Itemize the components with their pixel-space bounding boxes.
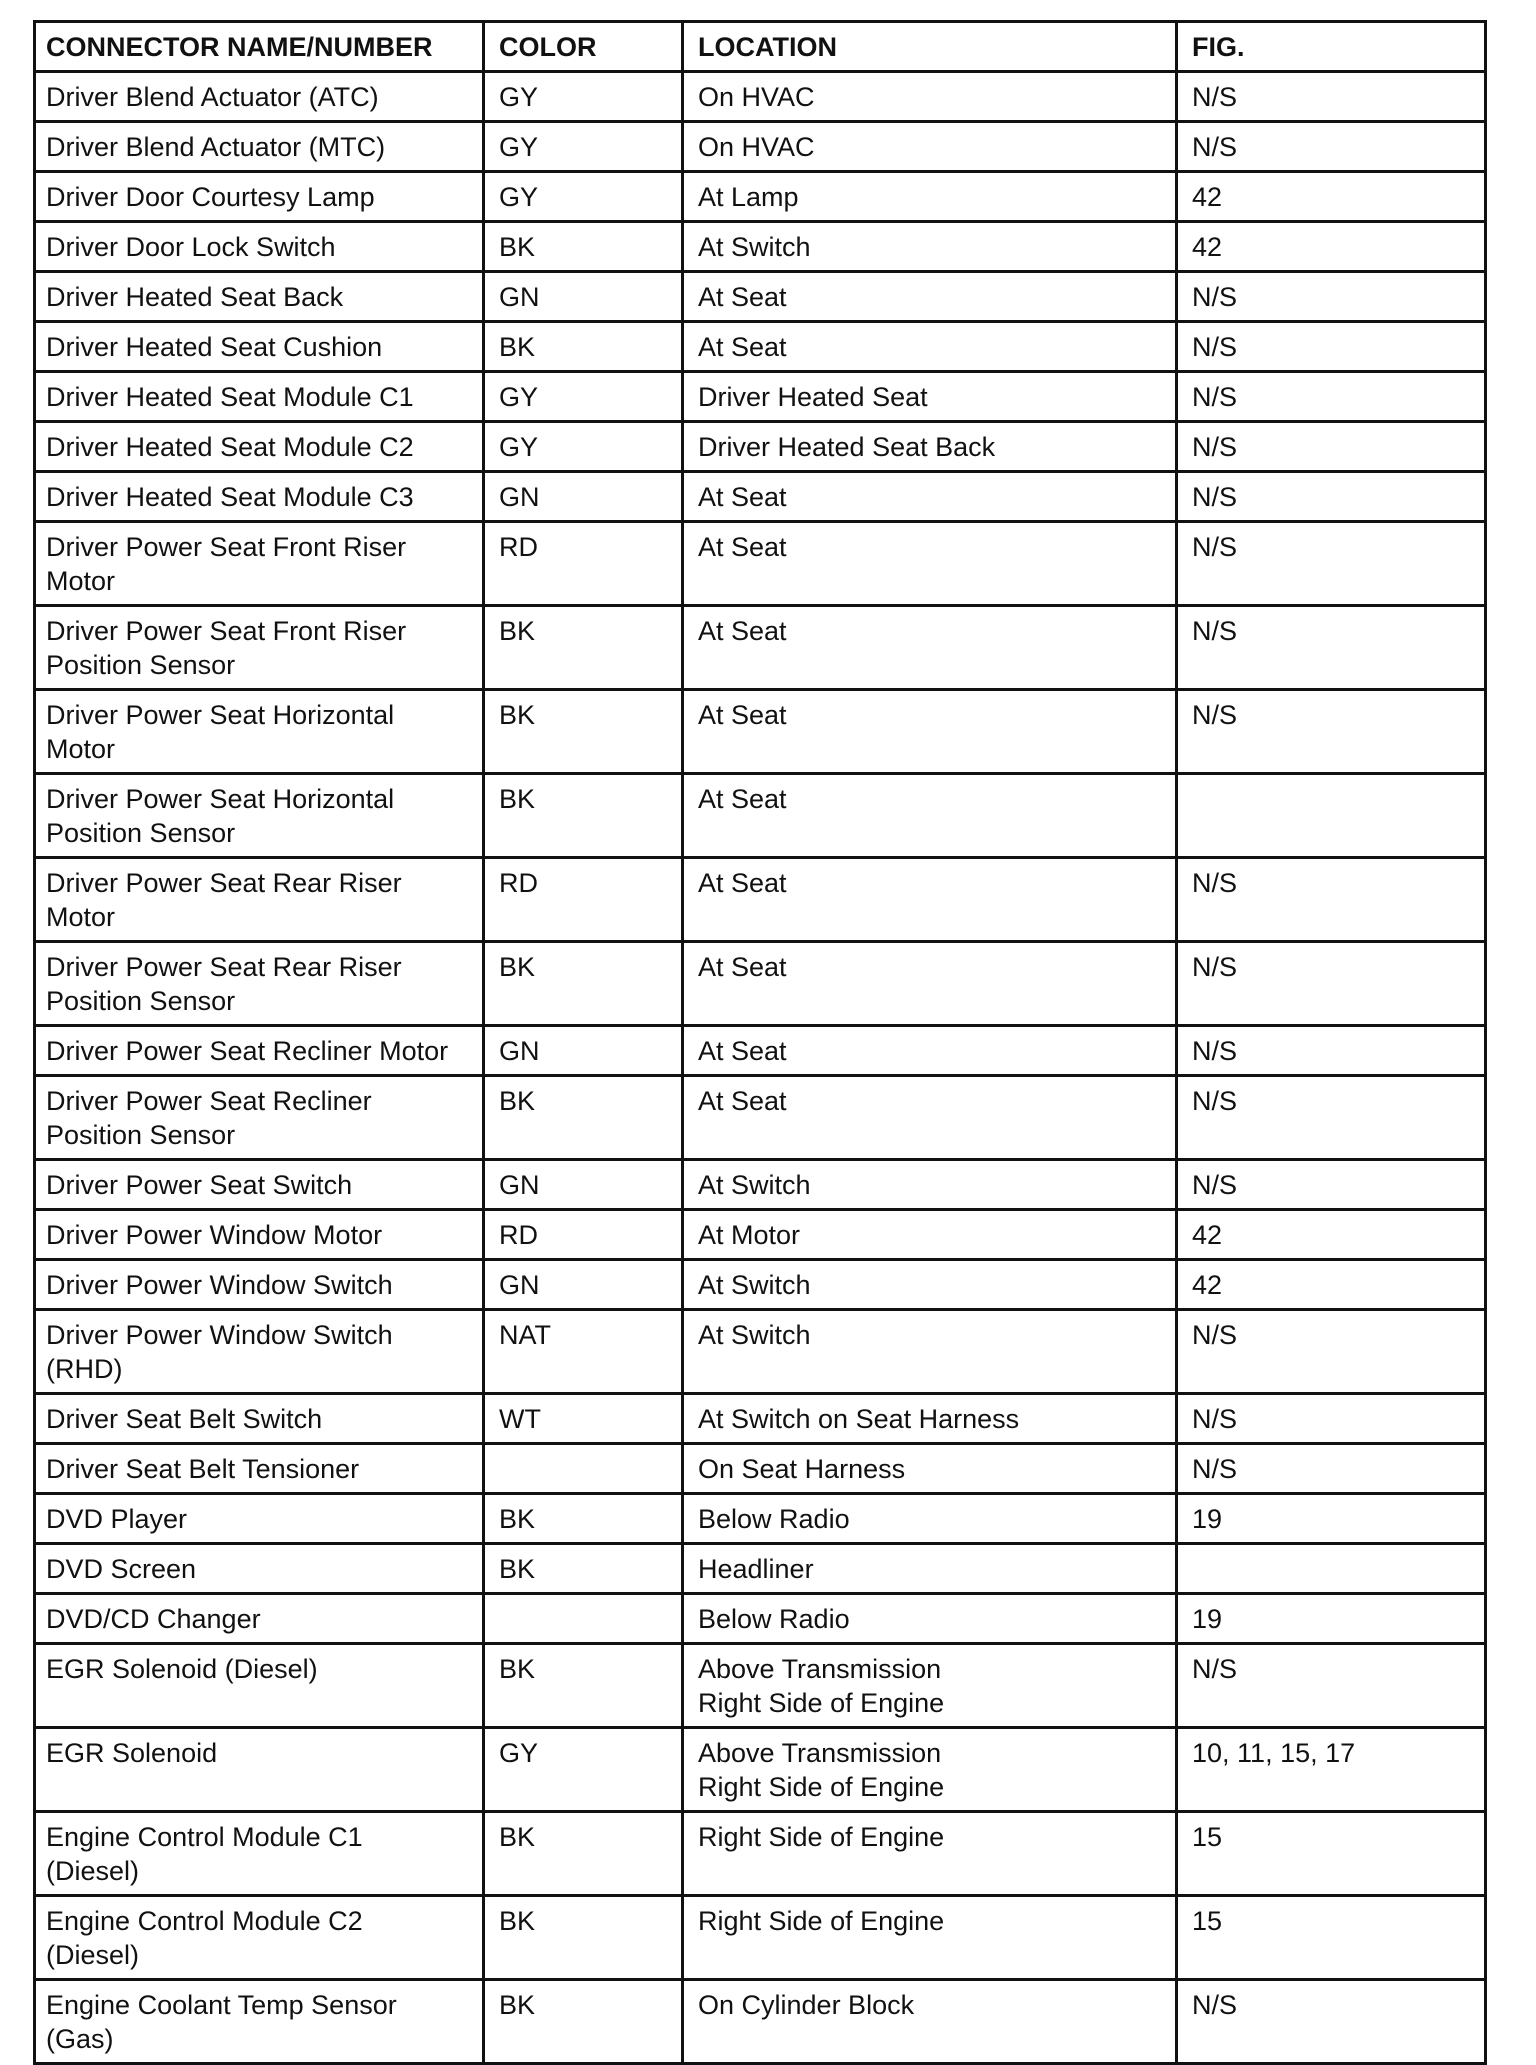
cell-fig: 19 [1177, 1494, 1486, 1544]
cell-color: BK [484, 1980, 683, 2064]
cell-connector-name: Engine Control Module C2 (Diesel) [35, 1896, 484, 1980]
cell-location: On HVAC [683, 72, 1177, 122]
cell-color: GN [484, 1026, 683, 1076]
cell-connector-name: Driver Power Seat Horizontal Position Sensor [35, 774, 484, 858]
cell-fig: N/S [1177, 322, 1486, 372]
cell-fig: N/S [1177, 1076, 1486, 1160]
cell-location: Right Side of Engine [683, 1812, 1177, 1896]
cell-fig: 15 [1177, 1812, 1486, 1896]
table-row [35, 422, 1486, 472]
cell-connector-name: Driver Power Seat Front Riser Motor [35, 522, 484, 606]
cell-color: WT [484, 1394, 683, 1444]
cell-fig: N/S [1177, 1394, 1486, 1444]
cell-connector-name: Driver Power Seat Rear Riser Motor [35, 858, 484, 942]
cell-connector-name: Driver Power Window Switch [35, 1260, 484, 1310]
cell-color: GY [484, 1728, 683, 1812]
cell-color: BK [484, 1076, 683, 1160]
table-row [35, 942, 1486, 1026]
table-row [35, 1644, 1486, 1728]
table-row [35, 1494, 1486, 1544]
table-row [35, 72, 1486, 122]
table-row [35, 1026, 1486, 1076]
cell-color: GN [484, 472, 683, 522]
table-row [35, 222, 1486, 272]
cell-location: At Motor [683, 1210, 1177, 1260]
cell-fig: 42 [1177, 1210, 1486, 1260]
cell-connector-name: Driver Heated Seat Module C2 [35, 422, 484, 472]
table-row [35, 858, 1486, 942]
cell-color: BK [484, 774, 683, 858]
cell-location: At Seat [683, 472, 1177, 522]
table-row [35, 1310, 1486, 1394]
cell-fig: N/S [1177, 122, 1486, 172]
cell-color: GY [484, 122, 683, 172]
table-row [35, 1728, 1486, 1812]
table-row [35, 372, 1486, 422]
cell-fig [1177, 1544, 1486, 1594]
cell-location: At Switch on Seat Harness [683, 1394, 1177, 1444]
cell-connector-name: Driver Heated Seat Module C1 [35, 372, 484, 422]
cell-fig: N/S [1177, 372, 1486, 422]
cell-location: At Seat [683, 774, 1177, 858]
table-row [35, 122, 1486, 172]
cell-color [484, 1444, 683, 1494]
table-row [35, 1394, 1486, 1444]
cell-location: At Seat [683, 606, 1177, 690]
cell-color: GY [484, 422, 683, 472]
cell-fig: N/S [1177, 72, 1486, 122]
cell-connector-name: Driver Heated Seat Back [35, 272, 484, 322]
table-row [35, 1210, 1486, 1260]
cell-connector-name: Driver Power Seat Switch [35, 1160, 484, 1210]
cell-location: At Seat [683, 1076, 1177, 1160]
table-row [35, 172, 1486, 222]
table-row [35, 1896, 1486, 1980]
cell-connector-name: Driver Power Seat Recliner Motor [35, 1026, 484, 1076]
table-row [35, 774, 1486, 858]
cell-color: GY [484, 72, 683, 122]
cell-color: RD [484, 522, 683, 606]
cell-color: BK [484, 606, 683, 690]
header-row [35, 22, 1486, 72]
cell-fig: N/S [1177, 1980, 1486, 2064]
table-row [35, 272, 1486, 322]
cell-location: Above Transmission Right Side of Engine [683, 1644, 1177, 1728]
table-row [35, 472, 1486, 522]
cell-color: BK [484, 222, 683, 272]
cell-color: BK [484, 1644, 683, 1728]
cell-fig: 42 [1177, 1260, 1486, 1310]
cell-color: RD [484, 1210, 683, 1260]
table-row [35, 1980, 1486, 2064]
cell-connector-name: Driver Door Lock Switch [35, 222, 484, 272]
header-color: COLOR [484, 22, 683, 72]
cell-connector-name: Driver Power Seat Recliner Position Sensor [35, 1076, 484, 1160]
header-location: LOCATION [683, 22, 1177, 72]
cell-color: BK [484, 1896, 683, 1980]
cell-connector-name: Driver Blend Actuator (MTC) [35, 122, 484, 172]
cell-connector-name: Driver Power Seat Rear Riser Position Sensor [35, 942, 484, 1026]
cell-color: GN [484, 1160, 683, 1210]
cell-connector-name: EGR Solenoid (Diesel) [35, 1644, 484, 1728]
cell-fig: N/S [1177, 606, 1486, 690]
cell-location: Headliner [683, 1544, 1177, 1594]
cell-location: Right Side of Engine [683, 1896, 1177, 1980]
header-connector-name: CONNECTOR NAME/NUMBER [35, 22, 484, 72]
cell-location: Above Transmission Right Side of Engine [683, 1728, 1177, 1812]
cell-connector-name: Driver Blend Actuator (ATC) [35, 72, 484, 122]
cell-color: NAT [484, 1310, 683, 1394]
cell-color: GY [484, 172, 683, 222]
cell-color: RD [484, 858, 683, 942]
cell-connector-name: Driver Power Window Switch (RHD) [35, 1310, 484, 1394]
cell-fig: N/S [1177, 1310, 1486, 1394]
table-row [35, 1160, 1486, 1210]
cell-connector-name: Driver Power Seat Horizontal Motor [35, 690, 484, 774]
table-row [35, 606, 1486, 690]
cell-connector-name: DVD Screen [35, 1544, 484, 1594]
cell-fig: 42 [1177, 222, 1486, 272]
cell-fig: N/S [1177, 1026, 1486, 1076]
cell-location: At Switch [683, 1310, 1177, 1394]
connector-table [33, 20, 1487, 2065]
table-header [35, 22, 1486, 72]
cell-fig: N/S [1177, 1644, 1486, 1728]
cell-color: GN [484, 1260, 683, 1310]
cell-fig: N/S [1177, 942, 1486, 1026]
cell-location: At Switch [683, 1160, 1177, 1210]
cell-connector-name: Driver Seat Belt Tensioner [35, 1444, 484, 1494]
cell-location: On Seat Harness [683, 1444, 1177, 1494]
table-row [35, 1812, 1486, 1896]
table-row [35, 322, 1486, 372]
cell-connector-name: Driver Seat Belt Switch [35, 1394, 484, 1444]
cell-connector-name: Engine Coolant Temp Sensor (Gas) [35, 1980, 484, 2064]
cell-location: At Seat [683, 322, 1177, 372]
cell-fig [1177, 774, 1486, 858]
cell-fig: N/S [1177, 522, 1486, 606]
cell-location: At Seat [683, 858, 1177, 942]
cell-location: At Switch [683, 1260, 1177, 1310]
cell-location: At Lamp [683, 172, 1177, 222]
cell-fig: N/S [1177, 1444, 1486, 1494]
cell-connector-name: Driver Door Courtesy Lamp [35, 172, 484, 222]
cell-location: On Cylinder Block [683, 1980, 1177, 2064]
cell-location: Below Radio [683, 1494, 1177, 1544]
cell-fig: N/S [1177, 858, 1486, 942]
cell-color: BK [484, 942, 683, 1026]
cell-fig: N/S [1177, 422, 1486, 472]
cell-location: At Seat [683, 522, 1177, 606]
cell-color [484, 1594, 683, 1644]
cell-color: BK [484, 322, 683, 372]
cell-location: At Seat [683, 1026, 1177, 1076]
table-row [35, 1594, 1486, 1644]
cell-fig: N/S [1177, 1160, 1486, 1210]
header-fig: FIG. [1177, 22, 1486, 72]
cell-connector-name: Driver Power Window Motor [35, 1210, 484, 1260]
cell-connector-name: Driver Power Seat Front Riser Position Sensor [35, 606, 484, 690]
cell-fig: 10, 11, 15, 17 [1177, 1728, 1486, 1812]
cell-location: Driver Heated Seat Back [683, 422, 1177, 472]
cell-location: On HVAC [683, 122, 1177, 172]
cell-location: At Seat [683, 942, 1177, 1026]
cell-color: GN [484, 272, 683, 322]
cell-color: BK [484, 690, 683, 774]
cell-fig: 42 [1177, 172, 1486, 222]
table-body [35, 72, 1486, 2064]
table-row [35, 1076, 1486, 1160]
cell-location: Below Radio [683, 1594, 1177, 1644]
cell-connector-name: Driver Heated Seat Module C3 [35, 472, 484, 522]
cell-connector-name: EGR Solenoid [35, 1728, 484, 1812]
cell-fig: 19 [1177, 1594, 1486, 1644]
cell-color: GY [484, 372, 683, 422]
cell-connector-name: Driver Heated Seat Cushion [35, 322, 484, 372]
cell-location: At Seat [683, 690, 1177, 774]
cell-location: At Switch [683, 222, 1177, 272]
table-row [35, 1444, 1486, 1494]
table-row [35, 1544, 1486, 1594]
cell-location: At Seat [683, 272, 1177, 322]
cell-connector-name: Engine Control Module C1 (Diesel) [35, 1812, 484, 1896]
cell-fig: N/S [1177, 472, 1486, 522]
cell-color: BK [484, 1812, 683, 1896]
cell-fig: N/S [1177, 272, 1486, 322]
cell-fig: N/S [1177, 690, 1486, 774]
cell-fig: 15 [1177, 1896, 1486, 1980]
cell-color: BK [484, 1494, 683, 1544]
table-row [35, 690, 1486, 774]
cell-color: BK [484, 1544, 683, 1594]
cell-connector-name: DVD Player [35, 1494, 484, 1544]
table-row [35, 1260, 1486, 1310]
cell-location: Driver Heated Seat [683, 372, 1177, 422]
table-row [35, 522, 1486, 606]
cell-connector-name: DVD/CD Changer [35, 1594, 484, 1644]
